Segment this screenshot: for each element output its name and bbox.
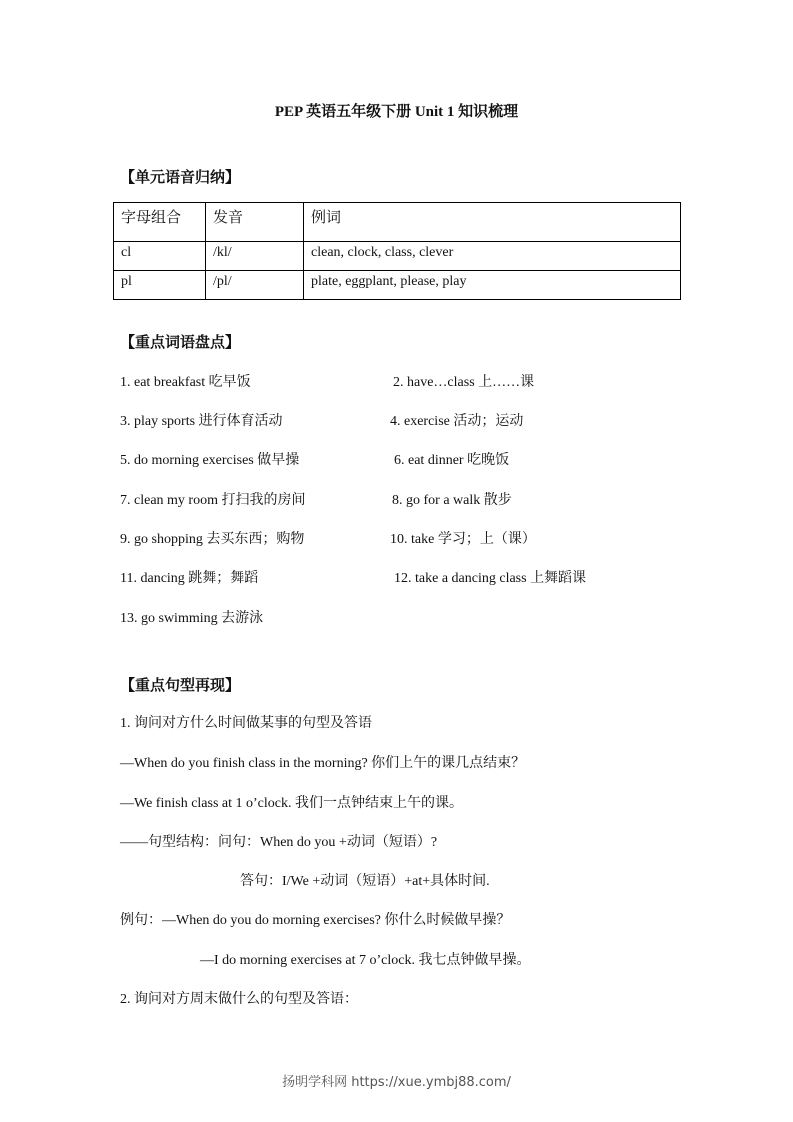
vocab-item: 12. take a dancing class 上舞蹈课 [394, 571, 587, 586]
table-cell: cl [114, 242, 206, 271]
vocab-item: 1. eat breakfast 吃早饭 [120, 375, 251, 390]
section-title-phonics: 【单元语音归纳】 [120, 170, 241, 186]
section-title-vocab: 【重点词语盘点】 [120, 335, 241, 351]
table-header-cell: 字母组合 [114, 203, 206, 242]
table-cell: /pl/ [206, 271, 304, 300]
table-header-cell: 例词 [304, 203, 681, 242]
sentence-line: 2. 询问对方周末做什么的句型及答语： [120, 992, 358, 1007]
sentence-line: 1. 询问对方什么时间做某事的句型及答语 [120, 716, 372, 731]
vocab-item: 3. play sports 进行体育活动 [120, 414, 283, 429]
vocab-item: 7. clean my room 打扫我的房间 [120, 493, 306, 508]
vocab-item: 6. eat dinner 吃晚饭 [394, 453, 510, 468]
vocab-item: 9. go shopping 去买东西；购物 [120, 532, 305, 547]
sentence-line: —When do you finish class in the morning? 你们上午的课几点结束？ [120, 756, 526, 771]
vocab-item: 5. do morning exercises 做早操 [120, 453, 300, 468]
sentence-line: 答句：I/We +动词（短语）+at+具体时间. [240, 874, 490, 889]
sentence-line: 例句：—When do you do morning exercises? 你什么时候做早操？ [120, 913, 511, 928]
vocab-item: 11. dancing 跳舞；舞蹈 [120, 571, 259, 586]
section-title-sentences: 【重点句型再现】 [120, 678, 241, 694]
table-header-cell: 发音 [206, 203, 304, 242]
table-cell: clean, clock, class, clever [304, 242, 681, 271]
table-row [114, 271, 681, 300]
vocab-item: 8. go for a walk 散步 [392, 493, 512, 508]
table-cell: plate, eggplant, please, play [304, 271, 681, 300]
table-row [114, 242, 681, 271]
sentence-line: —I do morning exercises at 7 o’clock. 我七点钟做早操。 [200, 953, 531, 968]
sentence-line: ——句型结构：问句：When do you +动词（短语）? [120, 835, 438, 850]
table-cell: /kl/ [206, 242, 304, 271]
vocab-item: 4. exercise 活动；运动 [390, 414, 524, 429]
footer-watermark: 扬明学科网 https://xue.ymbj88.com/ [282, 1075, 511, 1090]
table-header-row [114, 203, 681, 242]
page-title: PEP 英语五年级下册 Unit 1 知识梳理 [274, 104, 519, 120]
vocab-item: 10. take 学习；上（课） [390, 532, 536, 547]
table-cell: pl [114, 271, 206, 300]
vocab-item: 13. go swimming 去游泳 [120, 611, 264, 626]
sentence-line: —We finish class at 1 o’clock. 我们一点钟结束上午的课。 [120, 796, 463, 811]
vocab-item: 2. have…class 上……课 [393, 375, 535, 390]
phonics-table [113, 202, 681, 300]
